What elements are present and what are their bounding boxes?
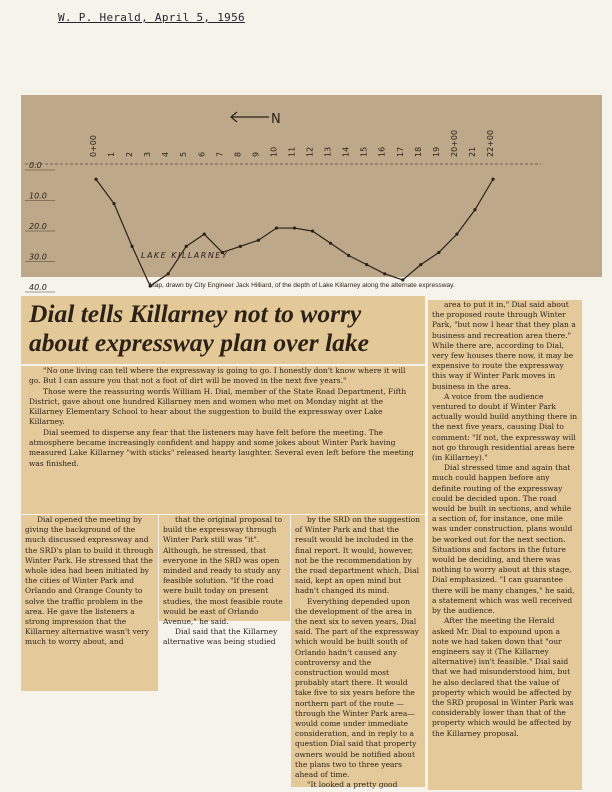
y-tick-label: 0.0	[29, 161, 42, 170]
headline-line-1: Dial tells Killarney not to worry	[29, 299, 362, 328]
lede-clip	[21, 366, 425, 514]
x-tick-label: 22+00	[486, 129, 495, 157]
y-tick-label: 10.0	[29, 191, 47, 201]
depth-point	[419, 263, 422, 266]
depth-point	[365, 263, 368, 266]
body-paragraph: After the meeting the Herald asked Mr. Dial to expound upon a note we had taken down that "our engineers say it (The Killarney alternative) isn't feasible." Dial said that we had misunderstood him, but he also declared that the value of property which would be affected by the SRD proposal in Winter Park was considerably lower than that of the property which would be affected by the Killarney proposal.	[432, 616, 574, 738]
x-tick-label: 2	[125, 151, 135, 157]
body-paragraph: Dial opened the meeting by giving the background of the much discussed expressway and the SRD's plan to build it through Winter Park. He stressed that the whole idea had been initiated by the cities of Winter Park and Orlando and Orange County to solve the traffic problem in the area. He gave the listeners a strong impression that the Killarney alternative wasn't very much to worry about, and	[25, 515, 154, 647]
headline-line-2: about expressway plan over lake	[29, 328, 369, 357]
x-tick-label: 4	[161, 151, 171, 157]
headline-clip	[21, 296, 425, 364]
x-tick-label: 14	[341, 146, 351, 157]
lede-paragraph: Those were the reassuring words William H. Dial, member of the State Road Department, Fifth District, gave about one hundred Killarney men and women who met on Monday night at the Killarney Elementary School to hear about the suggestion to build the expressway over Lake Killarney.	[29, 386, 407, 427]
depth-point	[203, 233, 206, 236]
depth-point	[130, 245, 133, 248]
dateline: W. P. Herald, April 5, 1956	[58, 11, 245, 24]
depth-point	[311, 230, 314, 233]
article-column-2	[159, 515, 290, 647]
depth-point	[257, 239, 260, 242]
x-tick-label: 18	[413, 146, 423, 157]
y-tick-label: 30.0	[29, 252, 47, 262]
depth-point	[455, 233, 458, 236]
x-tick-label: 6	[197, 151, 207, 157]
depth-point	[112, 202, 115, 205]
north-arrow-icon	[231, 112, 281, 127]
x-tick-label: 20+00	[449, 129, 459, 157]
depth-point	[94, 178, 97, 181]
x-tick-label: 1	[107, 151, 117, 157]
depth-point	[275, 226, 278, 229]
body-paragraph: A voice from the audience ventured to doubt if Winter Park actually would build anything there in the next five years, causing Dial to comment: "If not, the expressway will not go through residential areas here (in Killarney)."	[432, 391, 578, 463]
x-tick-label: 12	[305, 146, 315, 157]
depth-point	[239, 245, 242, 248]
body-paragraph: by the SRD on the suggestion of Winter Park and that the result would be included in the final report. It would, however, not be the recommendation by the road department which, Dial said, kept an open mind but hadn't changed its mind.	[295, 515, 420, 596]
depth-point	[167, 272, 170, 275]
article-column-1	[21, 515, 158, 691]
x-tick-label: 8	[233, 151, 243, 157]
y-tick-label: 40.0	[29, 283, 47, 292]
depth-point	[491, 178, 494, 181]
y-tick-label: 20.0	[29, 222, 47, 231]
lede-paragraph: "No one living can tell where the expressway is going to go. I honestly don't know where it will go. But I can assure you that not a foot of dirt will be moved in the next five years."	[29, 366, 406, 386]
depth-point	[347, 254, 350, 257]
x-tick-label: 9	[251, 151, 261, 157]
x-tick-label: 0+00	[89, 135, 98, 157]
lede-paragraph: Dial seemed to disperse any fear that the listeners may have felt before the meeting. The atmosphere became increasingly confident and happy and some jokes about Winter Park having measured Lake Killarney "with sticks" released hearty laughter. Several even left before the meeting was finished.	[29, 427, 414, 468]
depth-profile-line	[96, 179, 493, 286]
depth-point	[437, 251, 440, 254]
x-tick-label: 3	[143, 151, 153, 157]
lake-label: LAKE KILLARNEY	[141, 251, 229, 260]
depth-point	[185, 245, 188, 248]
x-tick-label: 21	[467, 146, 477, 157]
body-paragraph: Dial said that the Killarney alternative was being studied	[163, 627, 278, 647]
body-paragraph: that the original proposal to build the expressway through Winter Park still was "it". Although, he stressed, that everyone in the SRD was open minded and ready to study any feasible solution. "If the road were built today on present studies, the most feasible route would be east of Orlando Avenue," he said.	[163, 515, 283, 627]
article-column-3	[291, 515, 425, 790]
x-tick-label: 13	[323, 146, 333, 157]
depth-point	[293, 226, 296, 229]
depth-point	[473, 208, 476, 211]
chart-caption: Map, drawn by City Engineer Jack Hilliard, of the depth of Lake Killarney along the alternate expressway.	[149, 282, 455, 289]
x-tick-label: 15	[359, 146, 369, 157]
x-tick-label: 11	[287, 146, 297, 157]
depth-point	[383, 272, 386, 275]
article-column-4	[428, 300, 582, 790]
x-tick-label: 17	[395, 146, 405, 157]
body-paragraph: area to put it in," Dial said about the proposed route through Winter Park, "but now I hear that they plan a business and recreation area there." While there are, according to Dial, very few houses there now, it may be expensive to route the expressway this way if Winter Park moves in business in the area.	[432, 300, 576, 391]
x-tick-label: 7	[215, 151, 225, 157]
body-paragraph: Dial stressed time and again that much could happen before any definite routing of the expressway could be decided upon. The road would be built in sections, and while a section of, for instance, one mile was under construction, plans would be worked out for the next section. Situations and factors in the future would be deciding, and there was nothing to worry about at this stage, Dial emphasized. "I can guarantee there will be many changes," he said, a statement which was well received by the audience.	[432, 463, 575, 616]
x-tick-label: 5	[179, 151, 189, 157]
body-paragraph: "It looked a pretty good	[307, 780, 398, 790]
headline	[21, 296, 425, 357]
x-tick-label: 10	[269, 146, 279, 157]
depth-point	[329, 242, 332, 245]
north-arrow-label: N	[271, 112, 281, 127]
body-paragraph: Everything depended upon the development of the area in the next six to seven years, Dial said. The part of the expressway which would be built south of Orlando hadn't caused any controversy and the construction would most probably start there. It would take five to six years before the northern part of the route —through the Winter Park area—would come under immediate consideration, and in reply to a question Dial said that property owners would be notified about the plans two to three years ahead of time.	[295, 596, 419, 780]
x-tick-label: 19	[431, 146, 441, 157]
x-tick-label: 16	[377, 146, 387, 157]
